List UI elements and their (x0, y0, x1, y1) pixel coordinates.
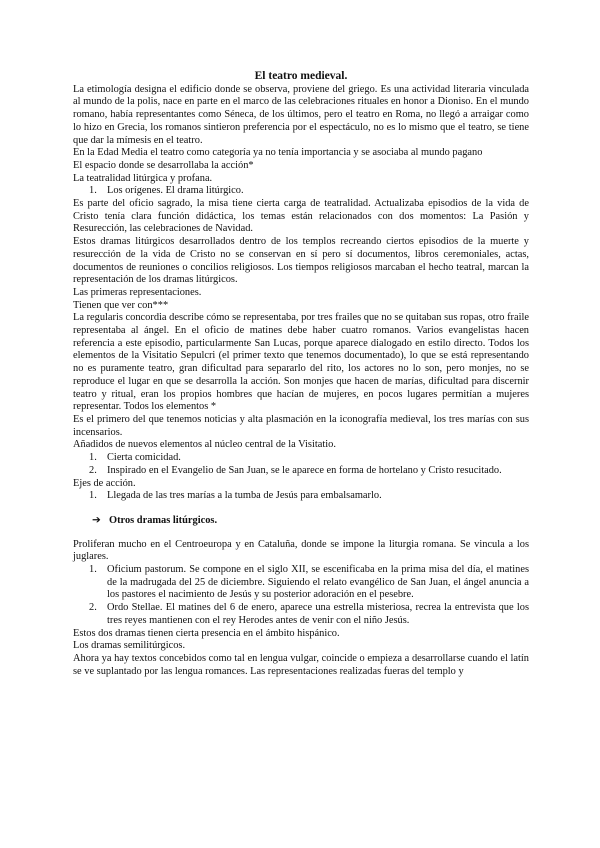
list-number: 1. (89, 452, 97, 464)
list-item (73, 465, 529, 478)
list-ejes (73, 490, 529, 503)
estos-dos-line: Estos dos dramas tienen cierta presencia en el ámbito hispánico. (73, 627, 340, 639)
list-text: Oficium pastorum. Se compone en el siglo XII, se escenificaba en la prima misa del día, el matines de la madrugada del 25 de diciembre. Siguiendo el relato evangélico de San Juan, el ángel anuncia a los pastores el nacimiento de Jesús y su posterior adoración en el pesebre. (107, 564, 529, 601)
list-text: Ordo Stellae. El matines del 6 de enero, aparece una estrella misteriosa, recrea la entrevista que los tres reyes mantienen con el rey Herodes antes de venir con el niño Jesús. (107, 602, 529, 626)
primero-paragraph: Es el primero del que tenemos noticias y alta plasmación en la iconografía medieval, los tres marías con sus incensarios. (73, 413, 529, 438)
teatralidad-heading: La teatralidad litúrgica y profana. (73, 172, 213, 184)
list-item (73, 490, 529, 503)
list-item (73, 564, 529, 602)
section-heading-text: Otros dramas litúrgicos. (109, 514, 218, 526)
list-text: Los orígenes. El drama litúrgico. (107, 185, 244, 197)
ejes-line: Ejes de acción. (73, 477, 136, 489)
semiliturgicos-line: Los dramas semilitúrgicos. (73, 640, 186, 652)
section-heading-otros-dramas (73, 515, 529, 528)
ahora-paragraph: Ahora ya hay textos concebidos como tal en lengua vulgar, coincide o empieza a desarrollarse cuando el latín se ve suplantado por las lengua romances. Las representaciones realizadas fueras del templo y (73, 652, 529, 677)
intro-paragraph: La etimología designa el edificio donde se observa, proviene del griego. Es una actividad literaria vinculada al mundo de la polis, nace en parte en el marco de las celebraciones rituales en honor a Dioniso. En el mundo romano, había representantes como Séneca, de los últimos, pero el teatro en Roma, no llegó a arraigar como lo hizo en Grecia, los romanos sintieron preferencia por el espectáculo, no es lo mismo que el teatro, se tiene que dar la mímesis en el teatro. (73, 83, 529, 146)
arrow-icon: ➔ (92, 514, 101, 526)
anadidos-line: Añadidos de nuevos elementos al núcleo central de la Visitatio. (73, 439, 336, 451)
regularis-paragraph: La regularis concordia describe cómo se representaba, por tres frailes que no se quitaban sus ropas, otro fraile representaba al ángel. En el oficio de matines debe haber cuatro romanos. Varios evangelistas hacen referencia a este episodio, particularmente San Lucas, porque aparece dialogado en estilo directo. Todos los elementos de la Visitatio Sepulcri (el primer texto que tenemos documentado), lo que se está representando no es puramente teatro, gran dificultad para separarlo del rito, los actores no lo son, pero monjes, no se reproduce el lugar en que se desarrolla la acción. Son monjes que hacen de marías, dificultad para discernir teatro y ritual, eran los propios hombres que hacían de mujeres, en pocos lugares permitían a mujeres representar. Todos los elementos * (73, 312, 529, 413)
document-page (73, 70, 529, 678)
list-text: Inspirado en el Evangelio de San Juan, se le aparece en forma de hortelano y Cristo resucitado. (107, 464, 502, 476)
list-text: Cierta comicidad. (107, 452, 181, 464)
list-number: 1. (89, 490, 97, 502)
list-number: 1. (89, 564, 97, 576)
espacio-line: El espacio donde se desarrollaba la acción* (73, 159, 254, 171)
oficio-paragraph: Es parte del oficio sagrado, la misa tiene cierta carga de teatralidad. Actualizaba episodios de la vida de Cristo tenía clara función didáctica, los temas están relacionados con dos momentos: La Pasión y Resurección, las celebraciones de Navidad. (73, 198, 529, 235)
list-elementos (73, 452, 529, 477)
list-item (73, 602, 529, 627)
list-text: Llegada de las tres marías a la tumba de Jesús para embalsamarlo. (107, 490, 382, 502)
list-number: 1. (89, 185, 97, 197)
proliferan-paragraph: Proliferan mucho en el Centroeuropa y en Cataluña, donde se impone la liturgia romana. Se vincula a los juglares. (73, 538, 529, 563)
dramas-paragraph: Estos dramas litúrgicos desarrollados dentro de los templos recreando ciertos episodios de la muerte y resurección de la vida de Cristo no se conservan en sí pero sí documentos, libros ceremoniales, actas, documentos de reuniones o concilios religiosos. Los tiempos religiosos marcaban el hecho teatral, marcan la representación de los dramas litúrgicos. (73, 236, 529, 286)
edad-media-line: En la Edad Media el teatro como categoría ya no tenía importancia y se asociaba al mundo pagano (73, 147, 483, 159)
page-title: El teatro medieval. (254, 70, 348, 82)
list-origenes (73, 185, 529, 198)
tiene-line: Tienen que ver con*** (73, 299, 169, 311)
list-number: 2. (89, 602, 97, 614)
list-item (73, 452, 529, 465)
list-number: 2. (89, 464, 97, 476)
primeras-line: Las primeras representaciones. (73, 286, 202, 298)
list-otros-dramas (73, 564, 529, 628)
list-item (73, 185, 529, 198)
